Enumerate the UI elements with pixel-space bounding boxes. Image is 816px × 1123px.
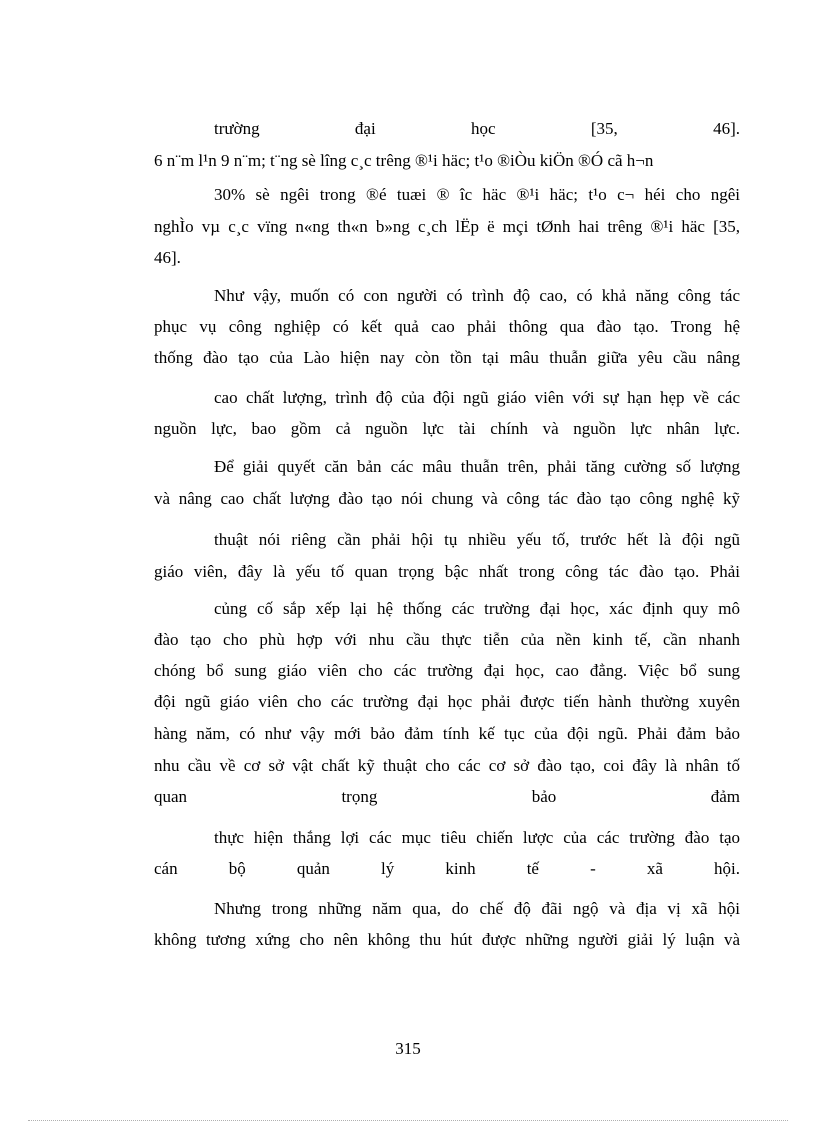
text-line: thống đào tạo của Lào hiện nay còn tồn tại mâu thuẫn giữa yêu cầu nâng [154,348,740,367]
text-line: trường đại học [35, 46]. [214,119,740,138]
text-line: 6 n¨m l¹n 9 n¨m; t¨ng sè lîng c¸c trêng ®¹i häc; t¹o ®iÒu kiÖn ®Ó cã h¬n [154,151,654,170]
text-line: nghÌo vµ c¸c vïng n«ng th«n b»ng c¸ch lËp ë mçi tØnh hai trêng ®¹i häc [35, [154,217,740,236]
page-number: 315 [395,1039,421,1058]
text-line: củng cố sắp xếp lại hệ thống các trường đại học, xác định quy mô [214,599,740,618]
text-line: Nhưng trong những năm qua, do chế độ đãi ngộ và địa vị xã hội [214,899,740,918]
text-line: đội ngũ giáo viên cho các trường đại học phải được tiến hành thường xuyên [154,692,740,711]
text-line: chóng bổ sung giáo viên cho các trường đại học, cao đẳng. Việc bổ sung [154,661,740,680]
text-line: 30% sè ngêi trong ®é tuæi ® îc häc ®¹i häc; t¹o c¬ héi cho ngêi [214,185,740,204]
text-line: Để giải quyết căn bản các mâu thuẫn trên, phải tăng cường số lượng [214,457,740,476]
text-line: quan trọng bảo đảm [154,787,740,806]
text-line: cán bộ quản lý kinh tế - xã hội. [154,859,740,878]
text-line: đào tạo cho phù hợp với nhu cầu thực tiễn của nền kinh tế, cần nhanh [154,630,740,649]
text-line: thực hiện thắng lợi các mục tiêu chiến lược của các trường đào tạo [214,828,740,847]
text-line: giáo viên, đây là yếu tố quan trọng bậc nhất trong công tác đào tạo. Phải [154,562,740,581]
text-line: nguồn lực, bao gồm cả nguồn lực tài chính và nguồn lực nhân lực. [154,419,740,438]
text-line: không tương xứng cho nên không thu hút được những người giải lý luận và [154,930,740,949]
text-line: thuật nói riêng cần phải hội tụ nhiều yếu tố, trước hết là đội ngũ [214,530,740,549]
page-bottom-divider [28,1120,788,1121]
text-line: cao chất lượng, trình độ của đội ngũ giáo viên với sự hạn hẹp về các [214,388,740,407]
text-line: nhu cầu về cơ sở vật chất kỹ thuật cho các cơ sở đào tạo, coi đây là nhân tố [154,756,740,775]
text-line: và nâng cao chất lượng đào tạo nói chung và công tác đào tạo công nghệ kỹ [154,489,740,508]
text-line: phục vụ công nghiệp có kết quả cao phải thông qua đào tạo. Trong hệ [154,317,740,336]
text-line: Như vậy, muốn có con người có trình độ cao, có khả năng công tác [214,286,740,305]
text-line: hàng năm, có như vậy mới bảo đảm tính kế tục của đội ngũ. Phải đảm bảo [154,724,740,743]
text-line: 46]. [154,248,181,267]
